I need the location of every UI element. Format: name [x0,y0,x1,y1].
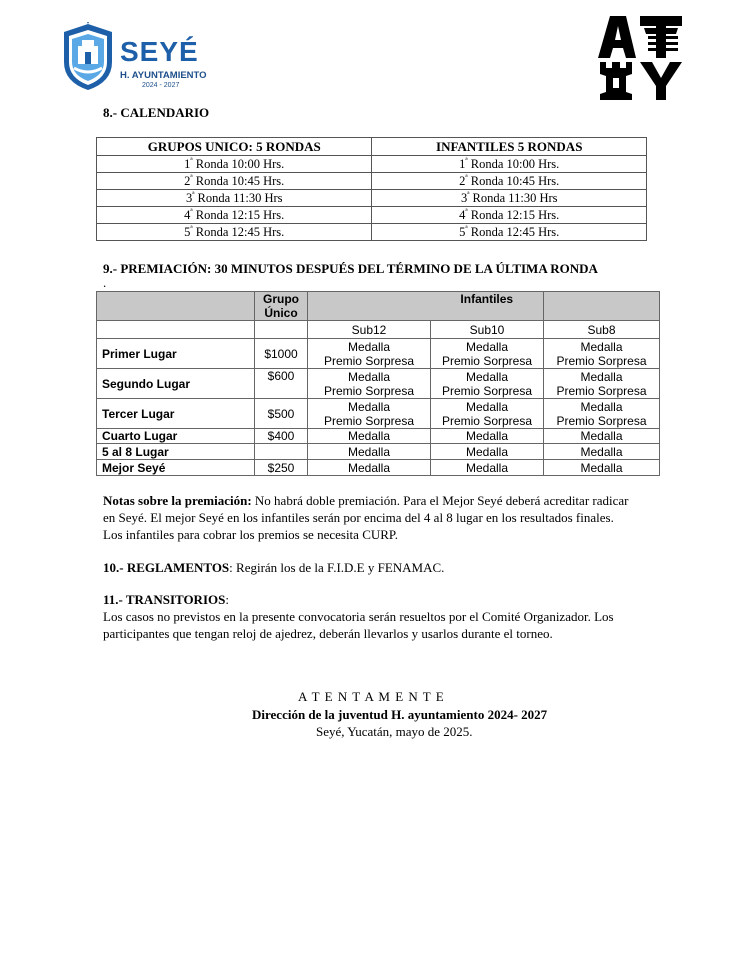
prize-line: Medalla [308,460,431,476]
prize-line: Medalla [308,429,431,444]
reglamentos-text: : Regirán los de la F.I.D.E y FENAMAC. [229,560,445,575]
grupo-prize: $400 [255,429,308,444]
ordinal-mark: ª [190,223,193,233]
table-cell [544,399,660,429]
prize-line: Premio Sorpresa [441,353,533,368]
table-cell [97,292,255,321]
table-cell: $2^ª$ Ronda 10:45 Hrs. [372,173,647,190]
table-cell [308,399,431,429]
notas-label: Notas sobre la premiación: [103,493,252,508]
ordinal-mark: ª [190,206,193,216]
header-grupo-unico: Grupo Único [255,292,308,321]
prize-line: Medalla [580,339,623,354]
prize-line: Premio Sorpresa [556,413,647,428]
table-cell [544,339,660,369]
table-cell [431,399,544,429]
table-row [97,190,647,207]
atentamente: A T E N T A M E N T E [298,689,445,704]
transitorios-line2: participantes que tengan reloj de ajedrez, deberán llevarlos y usarlos durante el torneo. [103,626,553,641]
section-transitorios [103,591,663,642]
signature-place-date: Seyé, Yucatán, mayo de 2025. [316,724,473,739]
prize-line: Medalla [465,399,509,414]
notas-line1: No habrá doble premiación. Para el Mejor Seyé deberá acreditar radicar [251,493,629,508]
prize-line: Medalla [431,444,544,460]
table-cell [544,292,660,321]
prize-line: Medalla [580,399,623,414]
transitorios-colon: : [225,592,229,607]
prize-line: Premio Sorpresa [556,383,647,398]
table-row [97,429,660,444]
prize-line: Medalla [544,460,660,476]
table-cell: $3^ª$ Ronda 11:30 Hrs [372,190,647,207]
section-calendario-title: 8.- CALENDARIO [103,105,210,120]
place-label: Cuarto Lugar [97,429,255,444]
ordinal-mark: ª [465,206,468,216]
prize-line: Medalla [431,460,544,476]
table-cell: $5^ª$ Ronda 12:45 Hrs. [97,224,372,241]
table-cell [255,321,308,339]
ordinal-mark: ª [190,155,193,165]
place-label: Primer Lugar [97,339,255,369]
table-row [97,399,660,429]
place-label: Mejor Seyé [97,460,255,476]
logo-name: SEYÉ [120,36,199,67]
section-premiacion-title: 9.- PREMIACIÓN: 30 MINUTOS DESPUÉS DEL TÉRMINO DE LA ÚLTIMA RONDA [103,261,598,276]
prize-line: Medalla [347,399,391,414]
prize-line: Premio Sorpresa [441,383,533,398]
prize-line: Premio Sorpresa [441,413,533,428]
prize-line: Medalla [544,444,660,460]
table-cell [308,292,431,321]
table-row [97,207,647,224]
table-row [97,369,660,399]
table-row [97,444,660,460]
place-label: Segundo Lugar [97,369,255,399]
ajedrez-seye-logo [596,14,684,102]
grupo-prize [255,444,308,460]
grupo-prize: $1000 [255,339,308,369]
prize-line: Premio Sorpresa [323,413,415,428]
table-cell: $1^ª$ Ronda 10:00 Hrs. [372,156,647,173]
subcategory-sub10: Sub10 [431,321,544,339]
table-cell: $1^ª$ Ronda 10:00 Hrs. [97,156,372,173]
table-row [97,224,647,241]
ordinal-mark: ª [465,155,468,165]
subcategory-sub12: Sub12 [308,321,431,339]
ordinal-mark: ª [467,189,470,199]
prize-line: Medalla [465,339,509,354]
notas-premiacion [103,492,663,543]
signature-org: Dirección de la juventud H. ayuntamiento 2024- 2027 [252,707,548,722]
ordinal-mark: ª [465,172,468,182]
ordinal-mark: ª [465,223,468,233]
grupo-prize: $500 [255,399,308,429]
seye-ayuntamiento-logo [60,22,220,94]
prize-line: Medalla [544,429,660,444]
table-cell [308,369,431,399]
transitorios-line1: Los casos no previstos en la presente convocatoria serán resueltos por el Comité Organizador. Los [103,609,614,624]
prize-line: Medalla [465,369,509,384]
table-row [97,339,660,369]
stray-dot: . [103,275,107,290]
reglamentos-label: 10.- REGLAMENTOS [103,560,230,575]
place-label: Tercer Lugar [97,399,255,429]
premiacion-table [96,291,660,476]
header-infantiles: Infantiles [431,292,544,321]
table-cell [544,369,660,399]
prize-line: Premio Sorpresa [556,353,647,368]
table-row [97,156,647,173]
table-cell: $4^ª$ Ronda 12:15 Hrs. [97,207,372,224]
table-row [97,460,660,476]
table-cell [97,321,255,339]
prize-line: Medalla [580,369,623,384]
logo-subtitle: H. AYUNTAMIENTO [120,70,207,81]
transitorios-label: 11.- TRANSITORIOS [103,592,226,607]
ordinal-mark: ª [192,189,195,199]
prize-line: Medalla [347,339,391,354]
notas-line2: en Seyé. El mejor Seyé en los infantiles serán por encima del 4 al 8 lugar en los resultados finales. [103,510,614,525]
logo-years: 2024 - 2027 [142,82,180,89]
grupo-prize: $250 [255,460,308,476]
table-row [97,173,647,190]
prize-line: Premio Sorpresa [323,353,415,368]
notas-line3: Los infantiles para cobrar los premios se necesita CURP. [103,527,398,542]
table-cell [431,369,544,399]
calendario-table [96,137,647,241]
section-reglamentos [103,559,444,576]
place-label: 5 al 8 Lugar [97,444,255,460]
grupo-prize: $600 [255,369,308,399]
prize-line: Medalla [347,369,391,384]
table-cell: $4^ª$ Ronda 12:15 Hrs. [372,207,647,224]
prize-line: Medalla [431,429,544,444]
calendario-header-infantiles: INFANTILES 5 RONDAS [372,138,647,156]
subcategory-sub8: Sub8 [544,321,660,339]
table-cell: $5^ª$ Ronda 12:45 Hrs. [372,224,647,241]
table-cell: $2^ª$ Ronda 10:45 Hrs. [97,173,372,190]
shield-icon [60,22,116,92]
ordinal-mark: ª [190,172,193,182]
table-cell [431,339,544,369]
prize-line: Medalla [308,444,431,460]
calendario-header-grupo: GRUPOS UNICO: 5 RONDAS [97,138,372,156]
table-cell [308,339,431,369]
table-cell: $3^ª$ Ronda 11:30 Hrs [97,190,372,207]
prize-line: Premio Sorpresa [323,383,415,398]
